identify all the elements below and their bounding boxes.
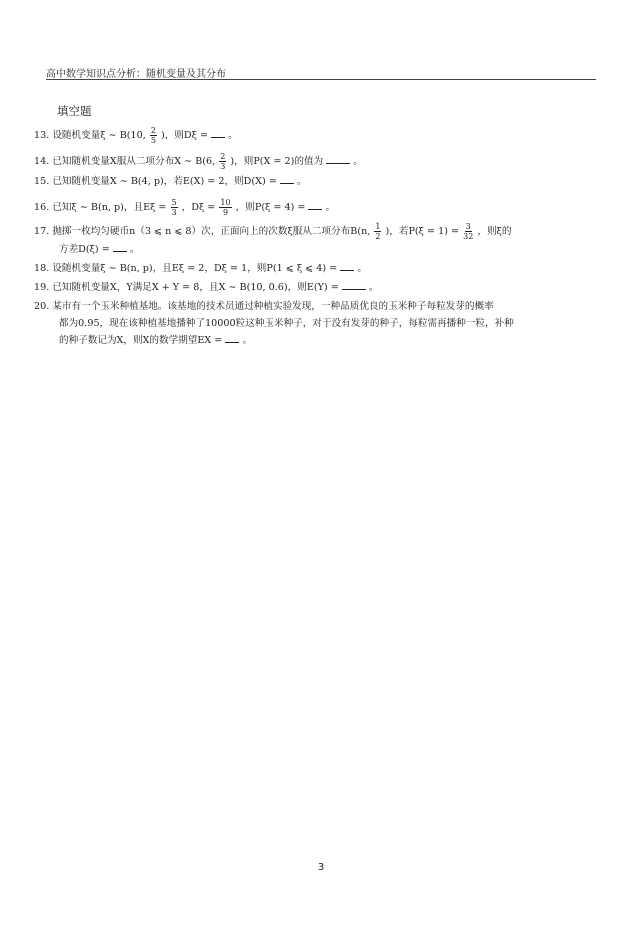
question-text: 已知ξ ∼ B(n, p)，且Eξ = <box>52 202 167 213</box>
page-header: 高中数学知识点分析：随机变量及其分布 <box>46 69 226 80</box>
page-number: 3 <box>317 862 325 873</box>
question-19 <box>34 279 594 296</box>
question-text: 。 <box>129 244 140 255</box>
question-text: 。 <box>353 156 363 167</box>
question-text: 。 <box>368 282 379 293</box>
header-divider <box>46 79 596 80</box>
question-text: ，则P(ξ = 4) = <box>235 202 306 213</box>
question-text: 。 <box>325 202 336 213</box>
fraction-numerator: 5 <box>171 198 177 207</box>
answer-blank[interactable] <box>308 201 322 210</box>
question-number: 18. <box>34 263 50 274</box>
fraction-denominator: 9 <box>222 208 229 217</box>
question-text: ，Dξ = <box>181 202 216 213</box>
answer-blank[interactable] <box>211 129 225 138</box>
question-text: 。 <box>296 176 307 187</box>
question-text: 。 <box>357 263 367 274</box>
answer-blank[interactable] <box>340 262 354 271</box>
question-number: 15. <box>34 176 50 187</box>
question-16 <box>34 198 594 217</box>
fraction <box>219 152 226 171</box>
answer-blank[interactable] <box>225 334 239 343</box>
question-15 <box>34 173 594 190</box>
question-text: 设随机变量ξ ∼ B(10, <box>52 130 146 141</box>
question-continuation <box>34 241 594 258</box>
answer-blank[interactable] <box>342 281 366 290</box>
answer-blank[interactable] <box>113 243 127 252</box>
question-text: )，若P(ξ = 1) = <box>385 226 460 237</box>
question-text: )，则Dξ = <box>161 130 208 141</box>
question-13 <box>34 126 594 145</box>
question-text: 。 <box>228 130 238 141</box>
question-number: 13. <box>34 130 50 141</box>
fraction-denominator: 3 <box>171 208 177 217</box>
fraction <box>171 198 178 217</box>
fraction-numerator: 2 <box>220 152 226 161</box>
fraction <box>219 198 231 217</box>
question-number: 20. <box>34 301 50 312</box>
question-17 <box>34 222 594 258</box>
fraction-denominator: 3 <box>220 162 226 171</box>
question-20 <box>34 298 594 349</box>
fraction-numerator: 2 <box>150 126 156 135</box>
answer-blank[interactable] <box>326 155 350 164</box>
question-text: 抛掷一枚均匀硬币n（3 ⩽ n ⩽ 8）次，正面向上的次数ξ服从二项分布B(n, <box>52 226 371 237</box>
section-title: 填空题 <box>57 104 92 118</box>
question-text: 。 <box>242 335 253 346</box>
question-text: 已知随机变量X服从二项分布X ∼ B(6, <box>52 156 216 167</box>
question-number: 14. <box>34 156 50 167</box>
question-14 <box>34 152 594 171</box>
question-number: 19. <box>34 282 50 293</box>
question-text: 方差D(ξ) = <box>59 244 110 255</box>
question-number: 16. <box>34 202 50 213</box>
question-text: ，则ξ的 <box>477 226 512 237</box>
question-text: 已知随机变量X ∼ B(4, p)，若E(X) = 2，则D(X) = <box>52 176 277 187</box>
question-number: 17. <box>34 226 50 237</box>
fraction <box>374 222 381 241</box>
fraction-denominator: 5 <box>150 136 156 145</box>
question-text: 的种子数记为X，则X的数学期望EX = <box>59 335 223 346</box>
question-text: 设随机变量ξ ∼ B(n, p)，且Eξ = 2，Dξ = 1，则P(1 ⩽ ξ ⩽ 4) = <box>52 263 338 274</box>
fraction-denominator: 2 <box>375 232 381 241</box>
question-18 <box>34 260 594 277</box>
fraction-numerator: 3 <box>465 222 471 231</box>
fraction-denominator: 32 <box>463 232 474 241</box>
fraction-numerator: 1 <box>375 222 381 231</box>
question-text: )，则P(X = 2)的值为 <box>230 156 324 167</box>
fraction <box>463 222 473 241</box>
answer-blank[interactable] <box>280 175 294 184</box>
question-continuation: 都为0.95，现在该种植基地播种了10000粒这种玉米种子，对于没有发芽的种子，每粒需再播种一粒，补种 <box>59 318 514 329</box>
fraction <box>150 126 157 145</box>
question-text: 某市有一个玉米种植基地。该基地的技术员通过种植实验发现，一种品质优良的玉米种子每粒发芽的概率 <box>52 301 494 312</box>
fraction-numerator: 10 <box>220 198 231 207</box>
question-text: 已知随机变量X，Y满足X + Y = 8，且X ∼ B(10, 0.6)，则E(Y) = <box>52 282 339 293</box>
question-continuation <box>34 332 594 349</box>
